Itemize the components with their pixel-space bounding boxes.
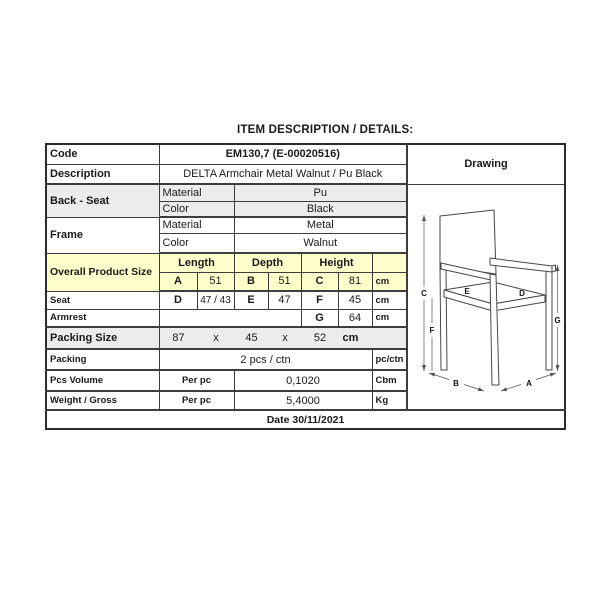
overall-size-label: Overall Product Size [46,253,159,291]
frame-material-value: Metal [234,217,407,233]
back-seat-material-value: Pu [234,184,407,201]
packing-label: Packing [46,349,159,370]
armrest-height-value: 64 [338,309,372,327]
packing-size-unit: cm [342,332,359,344]
chair-right-armrest [490,258,552,272]
pcs-volume-value: 0,1020 [234,370,372,391]
dim-line-a [501,384,521,391]
packing-unit: pc/ctn [372,349,407,370]
drawing-header: Drawing [407,144,565,184]
armrest-label: Armrest [46,309,159,327]
dim-label-c: C [421,288,427,298]
armrest-spacer [159,309,301,327]
dim-label-d: D [519,288,525,298]
overall-height-value: 81 [338,272,372,291]
chair-drawing-svg [408,186,564,408]
code-label: Code [46,144,159,164]
armrest-unit: cm [372,309,407,327]
packing-size-v1: 87 [172,332,185,344]
code-value: EM130,7 (E-00020516) [159,144,407,164]
overall-unit: cm [372,272,407,291]
packing-size-v3: 52 [313,332,327,344]
seat-height-letter: F [301,291,338,309]
packing-size-values [159,327,407,349]
armrest-height-letter: G [301,309,338,327]
packing-value: 2 pcs / ctn [159,349,372,370]
spec-table [45,143,566,430]
pcs-volume-unit: Cbm [372,370,407,391]
pcs-volume-per: Per pc [159,370,234,391]
overall-length-letter: A [159,272,197,291]
pcs-volume-label: Pcs Volume [46,370,159,391]
weight-value: 5,4000 [234,391,372,410]
back-seat-color-label: Color [159,201,234,217]
dim-label-b: B [453,378,459,388]
drawing-cell [407,184,565,410]
weight-label: Weight / Gross [46,391,159,410]
overall-length-value: 51 [197,272,234,291]
frame-color-label: Color [159,233,234,253]
packing-size-sep2: x [282,332,288,344]
packing-size-sep1: x [213,332,219,344]
back-seat-color-value: Black [234,201,407,217]
overall-depth-value: 51 [268,272,301,291]
packing-size-label: Packing Size [46,327,159,349]
frame-color-value: Walnut [234,233,407,253]
seat-label: Seat [46,291,159,309]
seat-length-value: 47 / 43 [197,291,234,309]
frame-label: Frame [46,217,159,253]
packing-size-v2: 45 [245,332,258,344]
dim-line-b [464,384,484,391]
seat-length-letter: D [159,291,197,309]
dim-line-a [536,373,556,380]
weight-per: Per pc [159,391,234,410]
chair-left-leg [440,266,447,370]
length-header: Length [159,253,234,272]
back-seat-material-label: Material [159,184,234,201]
chair-right-leg [546,270,552,370]
overall-height-letter: C [301,272,338,291]
dim-label-g: G [554,315,561,325]
date-value: Date 30/11/2021 [46,410,565,429]
overall-depth-letter: B [234,272,268,291]
chair-right-armrest-cap [552,265,556,272]
seat-height-value: 45 [338,291,372,309]
row-code [46,144,565,164]
dim-line-b [429,373,449,380]
dim-label-e: E [464,286,470,296]
seat-depth-value: 47 [268,291,301,309]
seat-unit: cm [372,291,407,309]
size-header-spacer [372,253,407,272]
seat-depth-letter: E [234,291,268,309]
dim-label-f: F [429,325,435,335]
back-seat-label: Back - Seat [46,184,159,217]
dim-label-a: A [526,378,532,388]
page-title: ITEM DESCRIPTION / DETAILS: [237,124,414,136]
depth-header: Depth [234,253,301,272]
description-value: DELTA Armchair Metal Walnut / Pu Black [159,164,407,184]
weight-unit: Kg [372,391,407,410]
row-backseat-material [46,184,565,201]
height-header: Height [301,253,372,272]
row-date [46,410,565,429]
frame-material-label: Material [159,217,234,233]
description-label: Description [46,164,159,184]
